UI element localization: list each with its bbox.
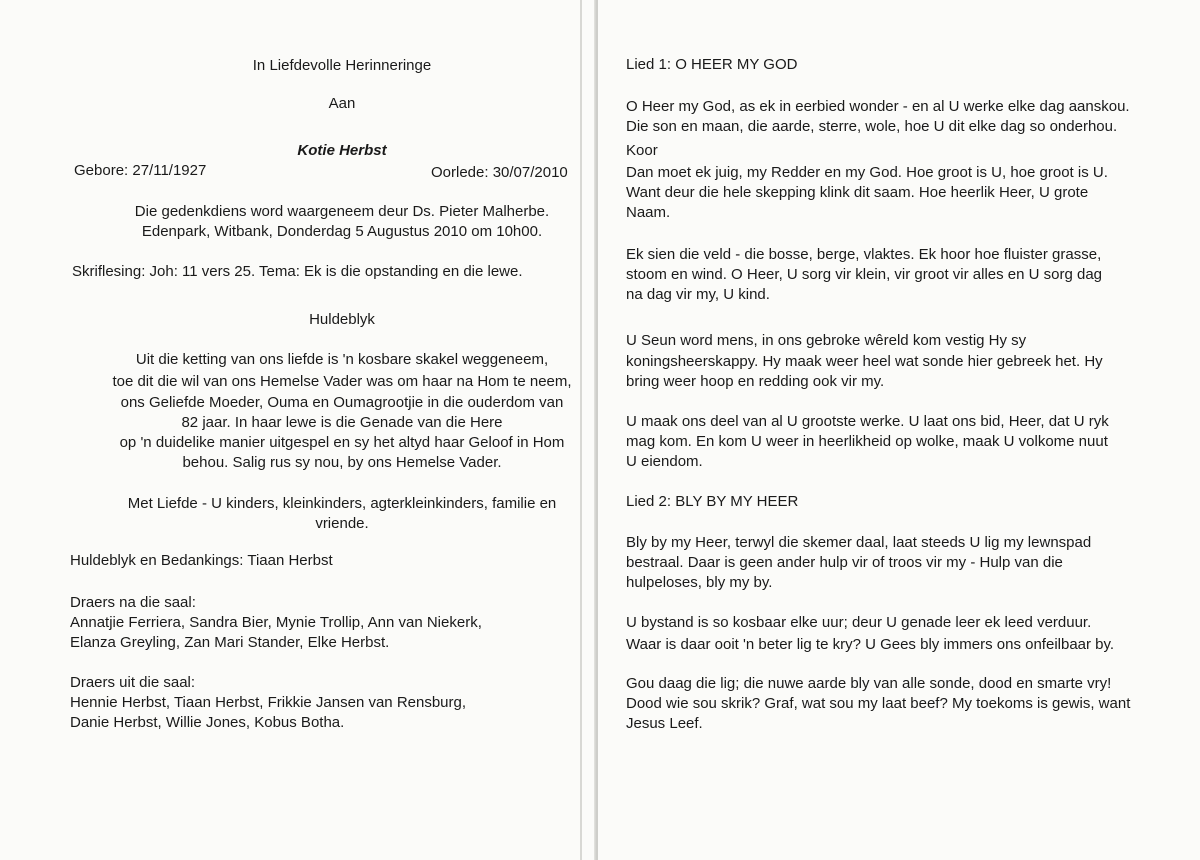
song2-verse3-line: Gou daag die lig; die nuwe aarde bly van alle sonde, dood en smarte vry!: [626, 675, 1112, 692]
love-line: Met Liefde - U kinders, kleinkinders, agterkleinkinders, familie en: [127, 495, 557, 512]
bearers-from-line: Hennie Herbst, Tiaan Herbst, Frikkie Jansen van Rensburg,: [70, 694, 467, 711]
song2-verse2-line: U bystand is so kosbaar elke uur; deur U genade leer ek leed verduur.: [626, 614, 1092, 631]
tribute-line: 82 jaar. In haar lewe is die Genade van die Here: [181, 414, 503, 431]
song2-verse2-line: Waar is daar ooit 'n beter lig te kry? U Gees bly immers ons onfeilbaar by.: [626, 636, 1115, 653]
tribute-line: Uit die ketting van ons liefde is 'n kosbare skakel weggeneem,: [135, 351, 549, 368]
song1-verse3-line: U Seun word mens, in ons gebroke wêreld kom vestig Hy sy: [626, 332, 1027, 349]
love-line: vriende.: [315, 515, 369, 532]
chorus-line: Want deur die hele skepping klink dit saam. Hoe heerlik Heer, U grote: [626, 184, 1089, 201]
left-page: [0, 0, 596, 860]
tribute-line: op 'n duidelike manier uitgespel en sy het altyd haar Geloof in Hom: [119, 434, 565, 451]
song2-verse1-line: hulpeloses, bly my by.: [626, 574, 773, 591]
service-line: Die gedenkdiens word waargeneem deur Ds. Pieter Malherbe.: [134, 203, 550, 220]
song2-verse1-line: Bly by my Heer, terwyl die skemer daal, laat steeds U lig my lewnspad: [626, 534, 1092, 551]
bearers-from-line: Danie Herbst, Willie Jones, Kobus Botha.: [70, 714, 345, 731]
tribute-line: behou. Salig rus sy nou, by ons Hemelse Vader.: [182, 454, 502, 471]
song1-verse2-line: stoom en wind. O Heer, U sorg vir klein, vir groot vir alles en U sorg dag: [626, 266, 1103, 283]
bearers-from-heading: Draers uit die saal:: [70, 674, 196, 691]
song1-verse4-line: U eiendom.: [626, 453, 703, 470]
song1-title: Lied 1: O HEER MY GOD: [626, 56, 798, 73]
song1-verse3-line: bring weer hoop en redding ook vir my.: [626, 373, 885, 390]
song2-verse3-line: Jesus Leef.: [626, 715, 703, 732]
song1-verse3-line: koningsheerskappy. Hy maak weer heel wat sonde hier gebreek het. Hy: [626, 353, 1103, 370]
chorus-label: Koor: [626, 142, 658, 159]
service-line: Edenpark, Witbank, Donderdag 5 Augustus 2010 om 10h00.: [141, 223, 543, 240]
page-edge: [580, 0, 582, 860]
tribute-thanks: Huldeblyk en Bedankings: Tiaan Herbst: [70, 552, 333, 569]
right-page: [598, 0, 1200, 860]
chorus-line: Naam.: [626, 204, 671, 221]
song1-verse2-line: Ek sien die veld - die bosse, berge, vlaktes. Ek hoor hoe fluister grasse,: [626, 246, 1102, 263]
memorial-heading: In Liefdevolle Herinneringe: [252, 57, 432, 74]
song2-verse1-line: bestraal. Daar is geen ander hulp vir of troos vir my - Hulp van die: [626, 554, 1063, 571]
song1-verse1-line: O Heer my God, as ek in eerbied wonder - en al U werke elke dag aanskou.: [626, 98, 1130, 115]
song1-verse1-line: Die son en maan, die aarde, sterre, wole, hoe U dit elke dag so onderhou.: [626, 118, 1118, 135]
song2-verse3-line: Dood wie sou skrik? Graf, wat sou my laat beef? My toekoms is gewis, want: [626, 695, 1131, 712]
song2-title: Lied 2: BLY BY MY HEER: [626, 493, 799, 510]
song1-verse4-line: mag kom. En kom U weer in heerlikheid op wolke, maak U volkome nuut: [626, 433, 1108, 450]
song1-verse2-line: na dag vir my, U kind.: [626, 286, 770, 303]
death-date: Oorlede: 30/07/2010: [431, 164, 568, 181]
deceased-name: Kotie Herbst: [297, 142, 387, 159]
bearers-to-line: Elanza Greyling, Zan Mari Stander, Elke Herbst.: [70, 634, 390, 651]
tribute-heading: Huldeblyk: [309, 311, 375, 328]
chorus-line: Dan moet ek juig, my Redder en my God. Hoe groot is U, hoe groot is U.: [626, 164, 1108, 181]
bearers-to-line: Annatjie Ferriera, Sandra Bier, Mynie Trollip, Ann van Niekerk,: [70, 614, 482, 631]
bearers-to-heading: Draers na die saal:: [70, 594, 196, 611]
to-label: Aan: [328, 95, 356, 112]
song1-verse4-line: U maak ons deel van al U grootste werke. U laat ons bid, Heer, dat U ryk: [626, 413, 1109, 430]
scripture-reading: Skriflesing: Joh: 11 vers 25. Tema: Ek is die opstanding en die lewe.: [72, 263, 523, 280]
tribute-line: ons Geliefde Moeder, Ouma en Oumagrootjie in die ouderdom van: [120, 394, 564, 411]
birth-date: Gebore: 27/11/1927: [74, 162, 207, 179]
tribute-line: toe dit die wil van ons Hemelse Vader was om haar na Hom te neem,: [112, 373, 572, 390]
